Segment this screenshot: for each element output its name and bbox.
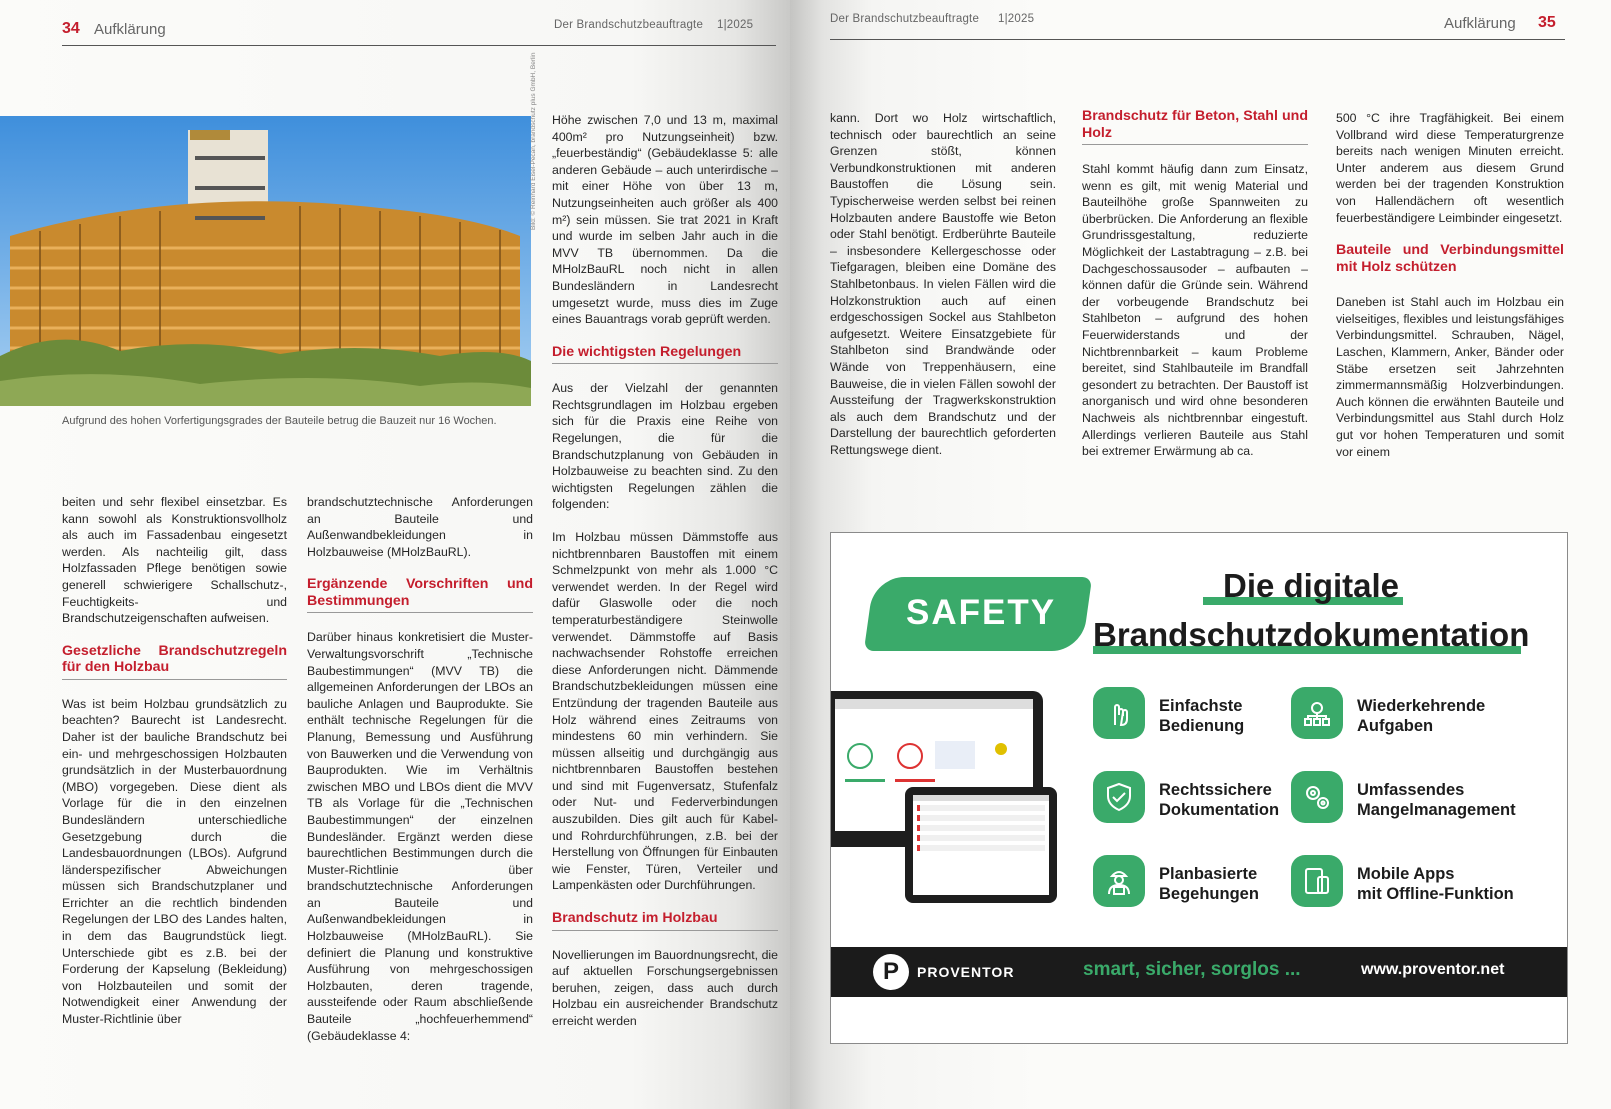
text-column-2 — [1082, 108, 1308, 476]
gear-network-icon — [1291, 687, 1343, 739]
text-column-1 — [62, 494, 287, 1044]
section-heading: Brandschutz im Holzbau — [552, 910, 778, 931]
page-number: 34 — [62, 20, 80, 37]
paragraph: Höhe zwischen 7,0 und 13 m, maximal 400m² pro Nutzungseinheit) bzw. „feuerbeständig“ (Gebäudeklasse 5: alle anderen Gebäude – auch unterirdische – mit einer Höhe von über 13 m, Nutzungseinheiten auch größer als 400 m²) sein müssen. Sie trat 2021 in Kraft und wurde im selben Jahr auch in die MVV TB übernommen. Da die MHolzBauRL noch nicht in allen Bundesländern in Landesrecht umgesetzt wurde, muss dies im Zuge eines Bauantrags vorab geprüft werden. — [552, 113, 778, 327]
section-heading: Bauteile und Verbindungsmittel mit Holz schützen — [1336, 242, 1564, 275]
text-column-1 — [830, 110, 1056, 474]
brand-name: PROVENTOR — [917, 964, 1015, 980]
text-column-3 — [1336, 110, 1564, 476]
website-link[interactable]: www.proventor.net — [1361, 961, 1505, 978]
shield-check-icon — [1093, 771, 1145, 823]
gears-icon — [1291, 771, 1343, 823]
paragraph: Aus der Vielzahl der genannten Rechtsgrundlagen im Holzbau ergeben sich für die Praxis eine Reihe von Regelungen, die für die Brandschutzplanung von Gebäuden in Holzbauweise zu beachten sind. Zu den wichtigsten Regelungen zählen die folgenden: — [552, 381, 778, 512]
tablet-mockup — [905, 787, 1057, 903]
section-title: Aufklärung — [1444, 15, 1516, 32]
issue-number: 1|2025 — [998, 13, 1035, 25]
page-number: 35 — [1538, 14, 1556, 31]
feature-label: Wiederkehrende Aufgaben — [1357, 697, 1486, 735]
left-page — [0, 0, 790, 1109]
feature-item — [1291, 687, 1521, 747]
page-header — [830, 10, 1565, 40]
worker-icon — [1093, 855, 1145, 907]
issue-number: 1|2025 — [717, 19, 754, 31]
hand-touch-icon — [1093, 687, 1145, 739]
paragraph: kann. Dort wo Holz wirtschaftlich, technisch oder baurechtlich an seine Grenzen stößt, können Verbundkonstruktionen mit anderen Baustoffen die Lösung sein. Typischerweise werden selbst bei reinen Holzbauten andere Baustoffe wie Beton oder Stahl benötigt. Erdberührte Bauteile – insbesondere Kellergeschosse oder Tiefgaragen, bleiben eine Domäne des Stahlbetonbaus. In vielen Fällen wird die Holzkonstruktion auch auf einen erdgeschossigen Sockel aus Stahlbeton aufgesetzt. Weitere Einsatzgebiete für Stahlbeton sind Brandwände oder Wände von Treppenhäusern, eine Bauweise, die in vielen Fällen sowohl der Aussteifung der Tragwerkskonstruktion als auch dem Brandschutz und der Darstellung der baurechtlich geforderten Rettungswege dient. — [830, 111, 1056, 457]
section-heading: Gesetzliche Brandschutzregeln für den Holzbau — [62, 643, 287, 680]
ad-footer — [831, 947, 1568, 997]
feature-label: Mobile Apps mit Offline-Funktion — [1357, 865, 1514, 903]
ad-title-line-1: Die digitale — [1223, 567, 1400, 604]
feature-item — [1093, 771, 1323, 831]
feature-label: Planbasierte Begehungen — [1159, 865, 1259, 903]
building-photo — [0, 116, 531, 406]
page-header — [62, 16, 776, 46]
feature-item — [1291, 855, 1521, 915]
section-heading: Die wichtigsten Regelungen — [552, 344, 778, 365]
ad-slogan: smart, sicher, sorglos ... — [1083, 959, 1301, 980]
photo-caption: Aufgrund des hohen Vorfertigungsgrades der Bauteile betrug die Bauzeit nur 16 Wochen. — [62, 415, 497, 427]
section-heading: Brandschutz für Beton, Stahl und Holz — [1082, 108, 1308, 145]
magazine-title: Der Brandschutzbeauftragte — [554, 19, 704, 31]
paragraph: Stahl kommt häufig dann zum Einsatz, wenn es gilt, mit wenig Material und Bauteilhöhe große Spannweiten zu überbrücken. Die Anforderung an flexible Grundrissgestaltung, reduzierte Möglichkeit der Lastabtragung – z.B. bei Dachgeschossausoder – aufbauten – können dafür die Gründe sein. Während der vorbeugende Brandschutz bei Stahlbeton – aufgrund des hohen Feuerwiderstands und der Nichtbrennbarkeit – kaum Probleme bereitet, sind Stahlbauteile im Brandfall gesondert zu betrachten. Der Baustoff ist anorganisch und wird ohne besonderen Nachweis als nichtbrennbar eingestuft. Allerdings verlieren Bauteile aus Stahl bei extremer Erwärmung ab ca. — [1082, 162, 1308, 459]
paragraph: brandschutztechnische Anforderungen an Bauteile und Außenwandbekleidungen in Holzbauweise (MHolzBauRL). — [307, 495, 533, 559]
right-page — [790, 0, 1611, 1109]
magazine-title: Der Brandschutzbeauftragte — [830, 13, 980, 25]
feature-label: Rechtssichere Dokumentation — [1159, 781, 1280, 819]
feature-item — [1093, 687, 1323, 747]
text-column-3 — [552, 112, 778, 1046]
section-title: Aufklärung — [94, 21, 166, 38]
paragraph: Daneben ist Stahl auch im Holzbau ein vielseitiges, flexibles und leistungsfähiges Verbindungsmittel. Schrauben, Nägel, Laschen, Klammern, Anker, Bänder oder Stäbe ersetzen seit Jahrzehnten zimmermannsmäßig Holzverbindungen. Auch können die erwähnten Bauteile und Verbindungsmittel aus Stahl durch Holz gut vor hohen Temperaturen und somit vor einem — [1336, 295, 1564, 459]
paragraph: Darüber hinaus konkretisiert die Muster-Verwaltungsvorschrift „Technische Baubestimmungen“ (MVV TB) die allgemeinen Anforderungen der LBOs an bauliche Anlagen und Bauprodukte. Sie enthält technische Regelungen für die Planung, Bemessung und Ausführung von Bauwerken und die Verwendung von Bauprodukten. Wie im Verhältnis zwischen MBO und LBOs dient die MVV TB als Vorlage für die „Technischen Baubestimmungen“ der einzelnen Bundesländer. Ergänzt werden diese baurechtlichen Bestimmungen durch die Muster-Richtlinie über brandschutztechnische Anforderungen an Bauteile und Außenwandbekleidungen in Holzbauweise (MHolzBauRL). Sie definiert die Planung und konstruktive Ausführung von mehrgeschossigen Holzbauten, deren tragende, aussteifende oder Raum abschließende Bauteile „hochfeuerhemmend“ (Gebäudeklasse 4: — [307, 630, 533, 1043]
feature-label: Umfassendes Mangelmanagement — [1357, 781, 1516, 819]
section-heading: Ergänzende Vorschriften und Bestimmungen — [307, 576, 533, 613]
safety-badge-text: SAFETY — [906, 593, 1057, 632]
paragraph: Was ist beim Holzbau grundsätzlich zu beachten? Baurecht ist Landesrecht. Daher ist der bauliche Brandschutz bei ein- und mehrgeschossigen Holzbauten grundsätzlich in der Musterbauordnung (MBO) vorgegeben. Diese dient als Vorlage für die in den einzelnen Bundesländern unterschiedliche Gesetzgebung durch die Landesbauordnungen (LBOs). Aufgrund länderspezifischer Abweichungen müssen sich Brandschutzplaner und Errichter an die rechtlich bindenden Regelungen der LBO des Landes halten, in dem das Baugrundstück liegt. Unterschiede gibt es z.B. bei der Forderung der Kapselung (Bekleidung) von Holzbauteilen und somit der Notwendigkeit einer Anwendung der Muster-Richtlinie über — [62, 696, 287, 1027]
photo-credit: Bild: © Reinhard Eisel-Pecan, brandschutz plus GmbH, Berlin — [530, 52, 537, 230]
feature-label: Einfachste Bedienung — [1159, 697, 1245, 735]
paragraph: Novellierungen im Bauordnungsrecht, die auf aktuellen Forschungsergebnissen beruhen, zeigen, dass auch durch Holzbau ein ausreichender Brandschutz erreicht werden — [552, 947, 778, 1028]
proventor-logo-icon: P — [873, 954, 909, 990]
feature-item — [1291, 771, 1521, 831]
paragraph: Im Holzbau müssen Dämmstoffe aus nichtbrennbaren Baustoffen mit einem Schmelzpunkt von mehr als 1.000 °C verwendet werden. In der Regel wird dafür Glaswolle oder die noch temperaturbeständigere Steinwolle verwendet. Dämmstoffe auf Basis nachwachsender Rohstoffe erreichen diese Anforderungen nicht. Dämmende Brandschutzbekleidungen müssen eine Entzündung der tragenden Bauteile aus Holz während eines Zeitraums von mindestens 60 min verhindern. Sie müssen allseitig und durchgängig aus nichtbrennbaren Baustoffen bestehen und sind mit Fugenversatz, Stufenfalz oder Nut- und Federverbindungen auszubilden. Dies gilt auch für Kabel- und Rohrdurchführungen, z.B. bei der Herstellung von Öffnungen für Einbauten wie Fenster, Türen, Verteiler und Lampenkästen oder Durchführungen. — [552, 529, 778, 893]
ad-title-line-2: Brandschutzdokumentation — [1093, 616, 1530, 653]
feature-item — [1093, 855, 1323, 915]
proventor-advertisement[interactable] — [830, 532, 1568, 1044]
text-column-2 — [307, 494, 533, 1060]
devices-icon — [1291, 855, 1343, 907]
paragraph: beiten und sehr flexibel einsetzbar. Es kann sowohl als Konstruktionsvollholz als auch im Fassadenbau eingesetzt werden. Als nachteilig gilt, dass Holzfassaden Pflege benötigen sowie generell schwierigere Schallschutz-, Feuchtigkeits- und Brandschutzeigenschaften aufweisen. — [62, 495, 287, 626]
paragraph: 500 °C ihre Tragfähigkeit. Bei einem Vollbrand wird diese Temperaturgrenze bereits nach wenigen Minuten erreicht. Unter anderem aus diesem Grund werden bei der tragenden Konstruktion von Hallendächern oft wesentlich feuerbeständigere Leimbinder eingesetzt. — [1336, 111, 1564, 225]
